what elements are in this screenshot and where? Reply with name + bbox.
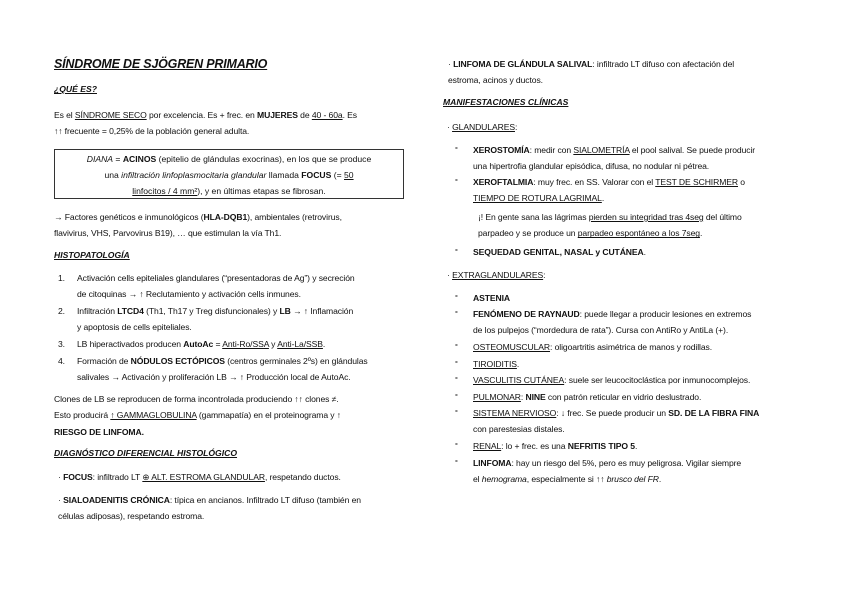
que-es-paragraph: Es el SÍNDROME SECO por excelencia. Es + frec. en MUJERES de 40 - 60a. Es ↑↑ frecuente = 0,25% de la población general adulta. (54, 110, 357, 137)
bullet-dash: - (455, 389, 458, 399)
vasculitis-item: VASCULITIS CUTÁNEA: suele ser leucocitoclástica por inmunocomplejos. (473, 375, 751, 385)
osteomuscular-item: OSTEOMUSCULAR: oligoartritis asimétrica de manos y rodillas. (473, 342, 713, 352)
factores-paragraph: → Factores genéticos e inmunológicos (HLA-DQB1), ambientales (retrovirus, flavivirus, VHS, Parvovirus B19), … que estimulan la vía Th1. (54, 212, 342, 239)
renal-item: RENAL: lo + frec. es una NEFRITIS TIPO 5. (473, 441, 638, 451)
bullet-dash: - (455, 356, 458, 366)
list-number: 2. (58, 306, 65, 316)
bullet-dash: - (455, 372, 458, 382)
bullet-dash: - (455, 339, 458, 349)
sistema-nervioso-item: SISTEMA NERVIOSO: ↓ frec. Se puede producir un SD. DE LA FIBRA FINA con parestesias distales. (473, 408, 760, 435)
list-item: Infiltración LTCD4 (Th1, Th17 y Treg disfuncionales) y LB → ↑ Inflamación y apoptosis de cells epiteliales. (77, 306, 354, 333)
astenia-item: ASTENIA (473, 293, 511, 303)
lagrimas-note: ¡! En gente sana las lágrimas pierden su integridad tras 4seg del último parpadeo y se produce un parpadeo espontáneo a los 7seg. (478, 212, 742, 239)
linfoma-item: LINFOMA: hay un riesgo del 5%, pero es muy peligrosa. Vigilar siempre el hemograma, especialmente si ↑↑ brusco del FR. (473, 458, 742, 485)
definition-box: DIANA = ACINOS (epitelio de glándulas exocrinas), en los que se produce una infiltración linfoplasmocitaria glandular llamada FOCUS (= 50 linfocitos / 4 mm²), y en últimas etapas se fibrosan. (54, 149, 404, 199)
bullet-dash: - (455, 244, 458, 254)
linfoma-salival-paragraph: · LINFOMA DE GLÁNDULA SALIVAL: infiltrado LT difuso con afectación del estroma, acinos y ductos. (448, 59, 735, 86)
section-heading-manifestaciones: MANIFESTACIONES CLÍNICAS (443, 97, 569, 107)
bullet-dash: - (455, 306, 458, 316)
list-number: 4. (58, 356, 65, 366)
pulmonar-item: PULMONAR: NINE con patrón reticular en vidrio deslustrado. (473, 392, 702, 402)
raynaud-item: FENÓMENO DE RAYNAUD: puede llegar a producir lesiones en extremos de los pulpejos (“mordedura de rata”). Cursa con AntiRo y AntiLa (+). (473, 309, 752, 336)
bullet-dash: - (455, 455, 458, 465)
bullet-dash: - (455, 174, 458, 184)
section-heading-que-es: ¿QUÉ ES? (54, 84, 97, 94)
glandulares-label: · GLANDULARES: (447, 122, 518, 132)
focus-paragraph: · FOCUS: infiltrado LT ⊕ ALT. ESTROMA GLANDULAR, respetando ductos. (58, 472, 341, 482)
clones-paragraph: Clones de LB se reproducen de forma incontrolada produciendo ↑↑ clones ≠. Esto producirá ↑ GAMMAGLOBULINA (gammapatía) en el proteinograma y ↑ RIESGO DE LINFOMA. (54, 394, 341, 437)
list-number: 3. (58, 339, 65, 349)
list-item: Formación de NÓDULOS ECTÓPICOS (centros germinales 2ºs) en glándulas salivales → Activación y proliferación LB → ↑ Producción local de AutoAc. (77, 356, 368, 383)
list-item: Activación cells epiteliales glandulares (“presentadoras de Ag”) y secreción de citoquinas → ↑ Reclutamiento y activación cells inmunes. (77, 273, 355, 300)
section-heading-diagnostico: DIAGNÓSTICO DIFERENCIAL HISTOLÓGICO (54, 448, 238, 458)
list-item: LB hiperactivados producen AutoAc = Anti-Ro/SSA y Anti-La/SSB. (77, 339, 326, 349)
tiroiditis-item: TIROIDITIS. (473, 359, 520, 369)
section-heading-histopatologia: HISTOPATOLOGÍA (54, 250, 130, 260)
list-number: 1. (58, 273, 65, 283)
bullet-dash: - (455, 438, 458, 448)
xeroftalmia-item: XEROFTALMIA: muy frec. en SS. Valorar con el TEST DE SCHIRMER o TIEMPO DE ROTURA LAGRIMAL. (473, 177, 745, 204)
xerostomia-item: XEROSTOMÍA: medir con SIALOMETRÍA el pool salival. Se puede producir una hipertrofia glandular episódica, difusa, no nodular ni pétrea. (473, 145, 756, 172)
extraglandulares-label: · EXTRAGLANDULARES: (447, 270, 546, 280)
bullet-dash: - (455, 405, 458, 415)
bullet-dash: - (455, 290, 458, 300)
bullet-dash: - (455, 142, 458, 152)
sialoadenitis-paragraph: · SIALOADENITIS CRÓNICA: típica en ancianos. Infiltrado LT difuso (también en células adiposas), respetando estroma. (58, 495, 361, 522)
sequedad-item: SEQUEDAD GENITAL, NASAL y CUTÁNEA. (473, 247, 646, 257)
page-title: SÍNDROME DE SJÖGREN PRIMARIO (54, 57, 268, 71)
